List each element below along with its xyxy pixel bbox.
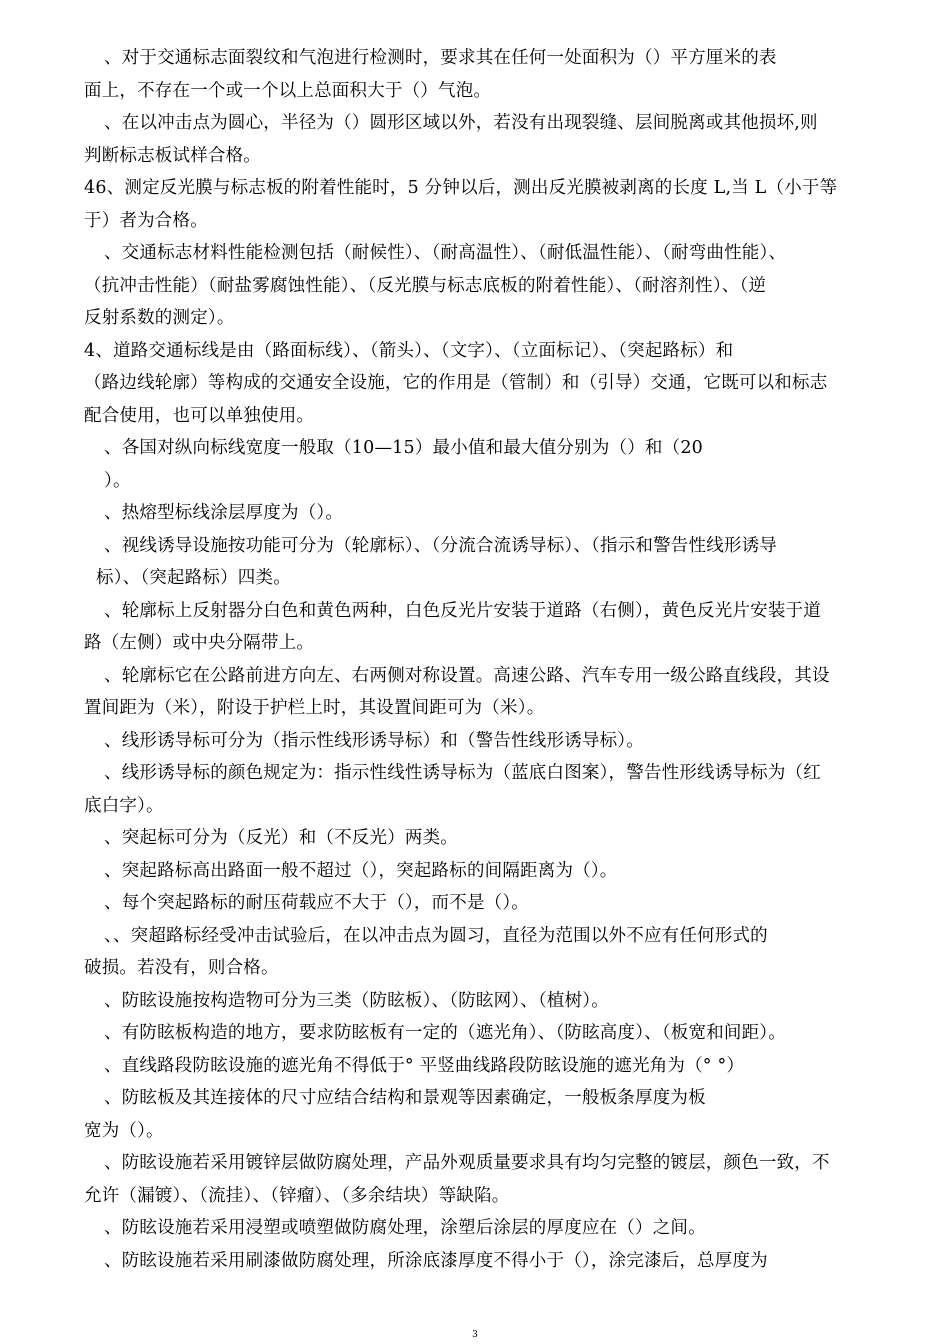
text-line-23: 、线形诱导标的颜色规定为：指示性线性诱导标为（蓝底白图案），警告性形线诱导标为（红 <box>104 763 821 783</box>
text-line-29: 破损。若没有，则合格。 <box>84 958 279 978</box>
text-line-24: 底白字）。 <box>84 796 164 816</box>
text-line-26: 、突起路标高出路面一般不超过（），突起路标的间隔距离为（）。 <box>104 861 618 881</box>
text-line-6: 于）者为合格。 <box>84 211 208 231</box>
text-line-20: 、轮廓标它在公路前进方向左、右两侧对称设置。高速公路、汽车专用一级公路直线段，其设 <box>104 666 830 686</box>
text-line-37: 、防眩设施若采用浸塑或喷塑做防腐处理，涂塑后涂层的厚度应在（）之间。 <box>104 1218 706 1238</box>
text-line-11: （路边线轮廓）等构成的交通安全设施，它的作用是（管制）和（引导）交通，它既可以和标志 <box>84 373 828 393</box>
text-line-14: ）。 <box>104 471 131 491</box>
text-line-33: 、防眩板及其连接体的尺寸应结合结构和景观等因素确定，一般板条厚度为板 <box>104 1088 706 1108</box>
text-line-27: 、每个突起路标的耐压荷载应不大于（），而不是（）。 <box>104 893 529 913</box>
text-line-13: 、各国对纵向标线宽度一般取（10—15）最小值和最大值分别为（）和（20 <box>104 438 704 458</box>
text-line-34: 宽为（）。 <box>84 1121 164 1141</box>
text-line-3: 、在以冲击点为圆心，半径为（）圆形区域以外，若没有出现裂缝、层间脱离或其他损坏,则 <box>104 113 818 133</box>
text-line-32: 、直线路段防眩设施的遮光角不得低于° 平竖曲线路段防眩设施的遮光角为（° °） <box>104 1056 745 1076</box>
text-line-25: 、突起标可分为（反光）和（不反光）两类。 <box>104 828 458 848</box>
text-line-16: 、视线诱导设施按功能可分为（轮廓标）、（分流合流诱导标）、（指示和警告性线形诱导 <box>104 536 777 556</box>
text-line-15: 、热熔型标线涂层厚度为（）。 <box>104 503 344 523</box>
text-line-7: 、交通标志材料性能检测包括（耐候性）、（耐高温性）、（耐低温性能）、（耐弯曲性能）、 <box>104 243 787 263</box>
text-line-22: 、线形诱导标可分为（指示性线形诱导标）和（警告性线形诱导标）。 <box>104 731 644 751</box>
text-line-8: （抗冲击性能）（耐盐雾腐蚀性能）、（反光膜与标志底板的附着性能）、（耐溶剂性）、（逆 <box>84 276 767 296</box>
text-line-1: 、对于交通标志面裂纹和气泡进行检测时，要求其在任何一处面积为（）平方厘米的表 <box>104 48 777 68</box>
text-line-5: 46、测定反光膜与标志板的附着性能时，5 分钟以后，测出反光膜被剥离的长度 L,当 L（小于等 <box>84 178 838 198</box>
text-line-9: 反射系数的测定）。 <box>84 308 235 328</box>
text-line-38: 、防眩设施若采用刷漆做防腐处理，所涂底漆厚度不得小于（），涂完漆后，总厚度为 <box>104 1251 768 1271</box>
text-line-31: 、有防眩板构造的地方，要求防眩板有一定的（遮光角）、（防眩高度）、（板宽和间距）。 <box>104 1023 786 1043</box>
text-line-12: 配合使用，也可以单独使用。 <box>84 406 315 426</box>
text-line-28: 、、突超路标经受冲击试验后，在以冲击点为圆习，直径为范围以外不应有任何形式的 <box>104 926 768 946</box>
text-line-17: 标）、（突起路标）四类。 <box>96 568 291 588</box>
text-line-4: 判断标志板试样合格。 <box>84 146 261 166</box>
text-line-21: 置间距为（米），附设于护栏上时，其设置间距可为（米）。 <box>84 698 545 718</box>
text-line-35: 、防眩设施若采用镀锌层做防腐处理，产品外观质量要求具有均匀完整的镀层，颜色一致，不 <box>104 1153 830 1173</box>
text-line-2: 面上，不存在一个或一个以上总面积大于（）气泡。 <box>84 81 492 101</box>
text-line-30: 、防眩设施按构造物可分为三类（防眩板）、（防眩网）、（植树）。 <box>104 991 609 1011</box>
page-number: 3 <box>472 1330 478 1340</box>
text-line-18: 、轮廓标上反射器分白色和黄色两种，白色反光片安装于道路（右侧），黄色反光片安装于道 <box>104 601 821 621</box>
text-line-10: 4、道路交通标线是由（路面标线）、（箭头）、（文字）、（立面标记）、（突起路标）和 <box>84 341 734 361</box>
text-line-19: 路（左侧）或中央分隔带上。 <box>84 633 315 653</box>
text-line-36: 允许（漏镀）、（流挂）、（锌瘤）、（多余结块）等缺陷。 <box>84 1186 510 1206</box>
